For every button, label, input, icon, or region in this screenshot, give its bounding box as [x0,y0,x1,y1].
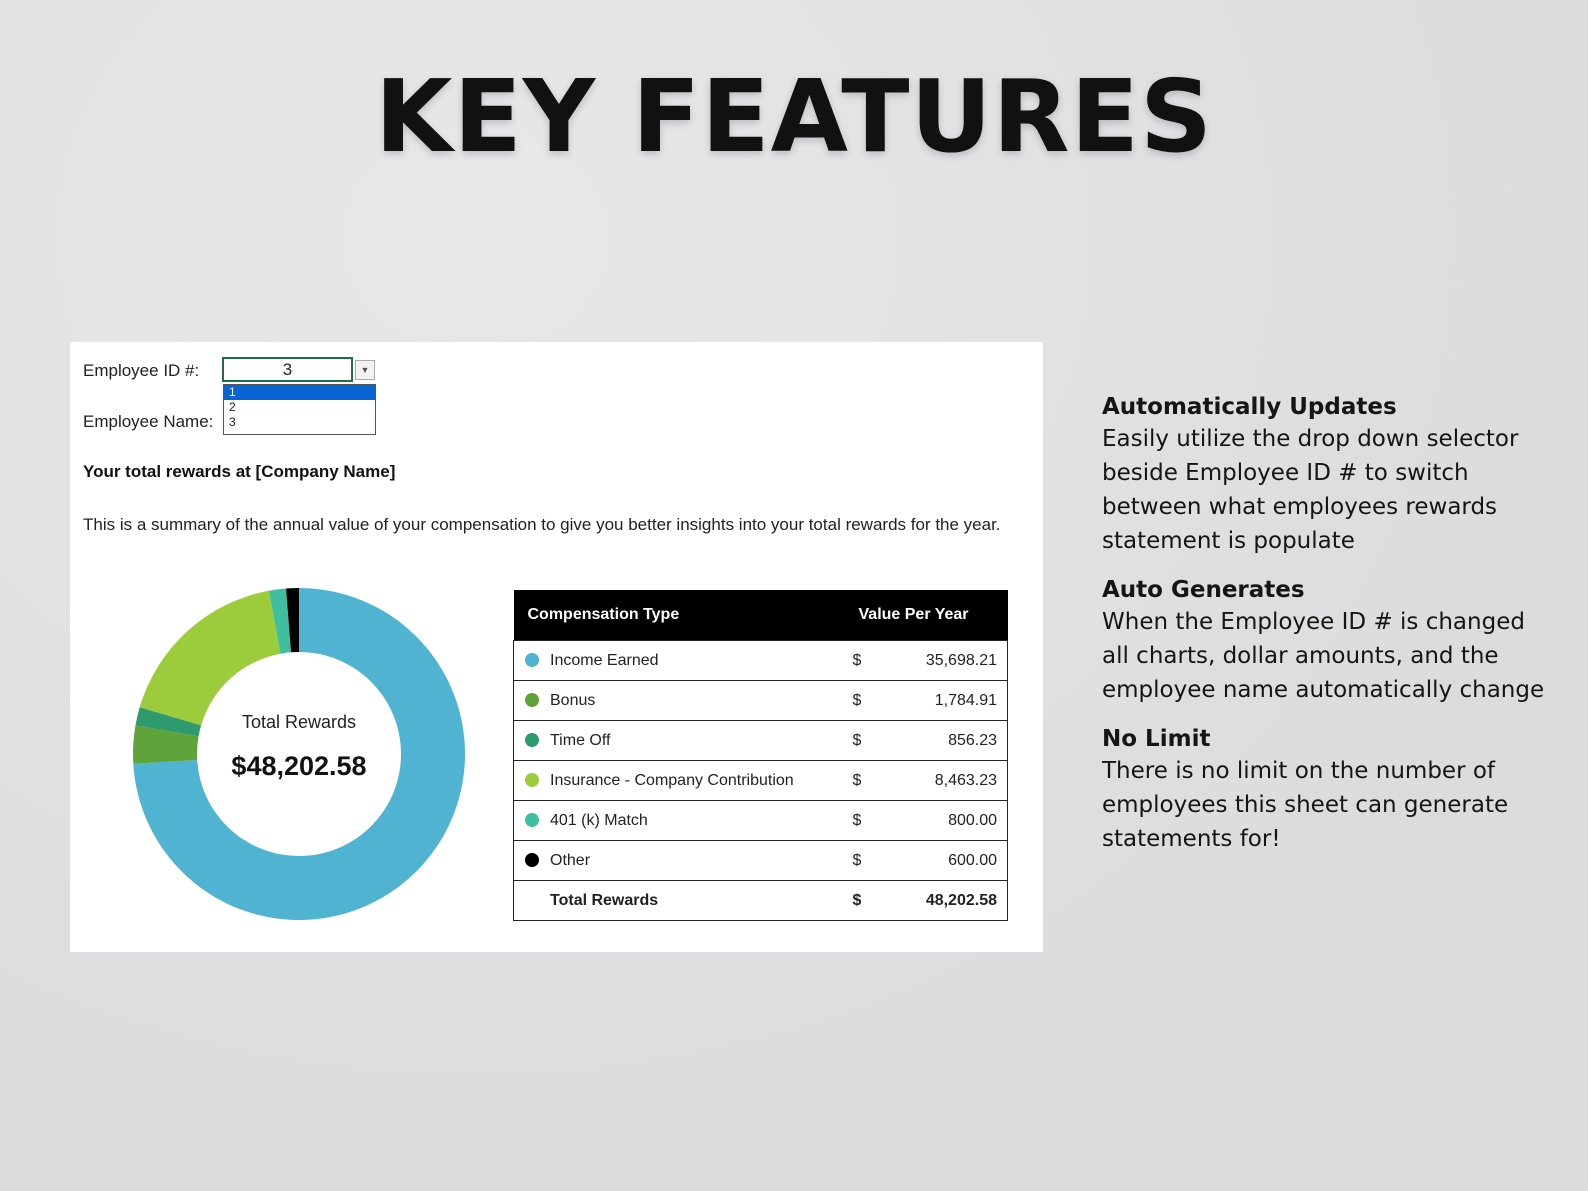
table-row [514,841,1008,881]
page-title: KEY FEATURES [374,58,1214,175]
time-off-legend-dot [525,733,539,747]
employee-name-label: Employee Name: [83,412,214,431]
employee-id-select[interactable]: 3 [222,357,353,382]
column-header-compensation-type: Compensation Type [514,590,845,641]
feature-text: Easily utilize the drop down selector beside Employee ID # to switch between what employees rewards statement is populate [1102,426,1519,554]
total-label: Total Rewards [514,881,845,921]
401k-match-legend-dot [525,813,539,827]
dropdown-option-3[interactable]: 3 [229,415,236,429]
row-label: Income Earned [550,651,659,669]
employee-id-label: Employee ID #: [83,361,200,380]
row-currency: $ [845,681,873,721]
row-label: Insurance - Company Contribution [550,771,794,789]
dropdown-arrow-icon[interactable]: ▼ [355,360,375,380]
feature-title: Auto Generates [1102,577,1305,603]
feature-text: There is no limit on the number of employees this sheet can generate statements for! [1102,758,1509,852]
compensation-table [513,590,1008,921]
feature-title: Automatically Updates [1102,394,1397,420]
rewards-heading: Your total rewards at [Company Name] [83,462,396,481]
income-earned-legend-dot [525,653,539,667]
row-label: Other [550,851,591,869]
insurance-legend-dot [525,773,539,787]
table-row [514,761,1008,801]
row-value: 600.00 [872,841,1007,881]
row-label: 401 (k) Match [550,811,648,829]
row-label: Time Off [550,731,611,749]
other-legend-dot [525,853,539,867]
employee-id-dropdown-list[interactable] [223,384,376,435]
table-total-row [514,881,1008,921]
row-currency: $ [845,721,873,761]
row-value: 856.23 [872,721,1007,761]
column-header-value-per-year: Value Per Year [845,590,1008,641]
row-value: 8,463.23 [872,761,1007,801]
total-rewards-donut-chart [130,585,468,923]
feature-item [1102,575,1552,707]
table-row [514,681,1008,721]
row-value: 800.00 [872,801,1007,841]
row-label: Bonus [550,691,596,709]
row-value: 1,784.91 [872,681,1007,721]
feature-item [1102,724,1552,856]
dropdown-option-2[interactable]: 2 [229,400,236,414]
feature-title: No Limit [1102,726,1211,752]
table-row [514,641,1008,681]
donut-center-label: Total Rewards [241,712,357,732]
row-currency: $ [845,841,873,881]
dropdown-option-1[interactable]: 1 [224,385,375,400]
table-row [514,801,1008,841]
row-currency: $ [845,801,873,841]
feature-text: When the Employee ID # is changed all charts, dollar amounts, and the employee name automatically change [1102,609,1545,703]
row-value: 35,698.21 [872,641,1007,681]
features-list [1102,392,1552,873]
donut-center-total: $48,202.58 [231,751,367,781]
total-value: 48,202.58 [872,881,1007,921]
bonus-legend-dot [525,693,539,707]
summary-text: This is a summary of the annual value of your compensation to give you better insights into your total rewards for the year. [83,515,1001,534]
feature-item [1102,392,1552,558]
row-currency: $ [845,761,873,801]
rewards-sheet-screenshot [70,342,1043,952]
table-row [514,721,1008,761]
row-currency: $ [845,641,873,681]
total-currency: $ [845,881,873,921]
